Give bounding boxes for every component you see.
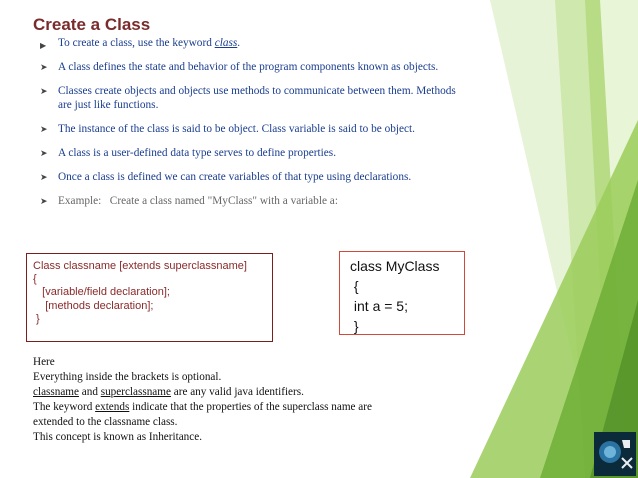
syntax-box [26, 253, 273, 342]
bullet-text: Once a class is defined we can create variables of that type using declarations. [58, 171, 412, 184]
chevron-right-icon: ➤ [40, 86, 48, 97]
keyword-class: class [214, 37, 238, 49]
notes-text: and [78, 386, 101, 398]
slide-title: Create a Class [33, 15, 151, 34]
term-superclassname: superclassname [100, 386, 171, 398]
code-line: class MyClass [350, 258, 440, 274]
bullet-item [40, 171, 460, 184]
syntax-line: } [33, 312, 40, 325]
chevron-right-icon: ➤ [40, 196, 48, 207]
syntax-line: [methods declaration]; [33, 299, 154, 312]
bullet-text: . [237, 37, 241, 49]
syntax-line: { [33, 273, 37, 286]
chevron-right-icon: ➤ [40, 148, 48, 159]
notes-line [33, 400, 463, 415]
code-box [339, 251, 465, 335]
bullet-item [40, 147, 460, 160]
bullet-item [40, 123, 460, 136]
code-line: { [350, 278, 359, 294]
logo-icon [594, 432, 636, 476]
triangle-right-icon: ▶ [40, 41, 47, 50]
notes-line: Here [33, 356, 55, 368]
example-label: Example: [58, 195, 102, 208]
notes-line: This concept is known as Inheritance. [33, 431, 203, 443]
notes-line [33, 385, 463, 400]
bullet-list [40, 37, 460, 220]
bullet-item [40, 61, 460, 74]
bullet-text: To create a class, use the keyword [58, 37, 215, 49]
code-line: int a = 5; [350, 298, 408, 314]
notes-text: are any valid java identifiers. [170, 386, 304, 398]
code-line: } [350, 318, 359, 334]
notes-line: Everything inside the brackets is optional. [33, 371, 222, 383]
notes-text: indicate that the properties of the superclass name are [129, 401, 372, 413]
bullet-item [40, 85, 460, 111]
bullet-text: The instance of the class is said to be object. Class variable is said to be object. [58, 122, 416, 135]
term-classname: classname [33, 386, 79, 398]
syntax-line: Class classname [extends superclassname] [33, 260, 247, 272]
chevron-right-icon: ➤ [40, 172, 48, 183]
bullet-text: A class defines the state and behavior of the program components known as objects. [58, 61, 439, 74]
term-extends: extends [95, 401, 130, 413]
chevron-right-icon: ➤ [40, 123, 48, 134]
notes-line: extended to the classname class. [33, 416, 178, 428]
syntax-line: [variable/field declaration]; [33, 286, 170, 299]
bullet-text: Classes create objects and objects use methods to communicate between them. Methods are just like functions. [58, 85, 456, 111]
notes-text: The keyword [33, 401, 96, 413]
notes [33, 355, 463, 445]
chevron-right-icon: ➤ [40, 62, 48, 73]
bullet-text: A class is a user-defined data type serves to define properties. [58, 147, 337, 160]
bullet-item [40, 195, 460, 208]
bullet-text: Create a class named "MyClass" with a variable a: [109, 195, 338, 208]
bullet-item [40, 37, 460, 50]
